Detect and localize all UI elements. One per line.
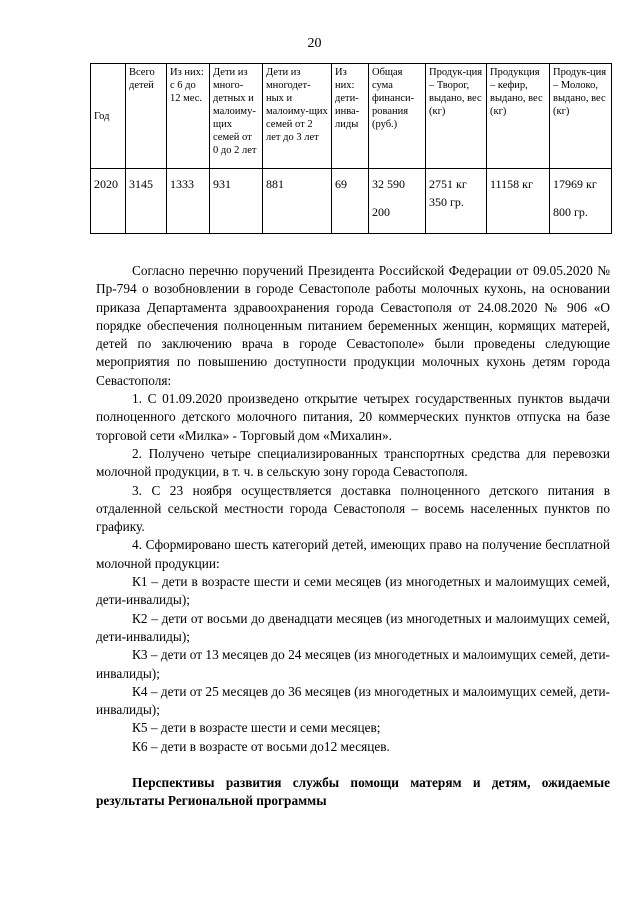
- list-item: 3. С 23 ноября осуществляется доставка полноценного детского питания в отдаленной сельской местности города Севастополя – восемь населенных пунктов по графику.: [96, 482, 610, 535]
- milk-line-1: 17969 кг: [553, 177, 597, 191]
- table-header-row: [91, 64, 612, 169]
- header-total-children: Всего детей: [126, 64, 167, 169]
- document-body: [96, 262, 610, 811]
- header-age-0-2: Дети из много-детных и малоиму-щих семей от 0 до 2 лет: [210, 64, 263, 169]
- header-funding: Общая сума финанси-рования (руб.): [369, 64, 426, 169]
- header-age-2-3: Дети из многодет-ных и малоиму-щих семей от 2 лет до 3 лет: [263, 64, 332, 169]
- category-k2: К2 – дети от восьми до двенадцати месяцев (из многодетных и малоимущих семей, дети-инвалиды);: [96, 610, 610, 644]
- header-6-12-months: Из них: с 6 до 12 мес.: [167, 64, 210, 169]
- section-heading: Перспективы развития службы помощи матерям и детям, ожидаемые результаты Региональной программы: [96, 775, 610, 809]
- cell-milk: [550, 169, 612, 234]
- cell-curd: [426, 169, 487, 234]
- curd-line-1: 2751 кг: [429, 177, 467, 191]
- cell-age-2-3: 881: [263, 169, 332, 234]
- cell-6-12: 1333: [167, 169, 210, 234]
- table-row: [91, 169, 612, 234]
- category-k6: К6 – дети в возрасте от восьми до12 месяцев.: [132, 738, 390, 754]
- header-year: Год: [91, 64, 126, 169]
- category-k3: К3 – дети от 13 месяцев до 24 месяцев (из многодетных и малоимущих семей, дети-инвалиды);: [96, 647, 610, 681]
- header-milk: Продук-ция – Молоко, выдано, вес (кг): [550, 64, 612, 169]
- header-disabled: Из них: дети-инва-лиды: [332, 64, 369, 169]
- category-k5: К5 – дети в возрасте шести и семи месяцев;: [132, 720, 381, 736]
- curd-line-2: 350 гр.: [429, 195, 464, 209]
- cell-kefir: 11158 кг: [487, 169, 550, 234]
- category-k4: К4 – дети от 25 месяцев до 36 месяцев (из многодетных и малоимущих семей, дети-инвалиды);: [96, 683, 610, 718]
- page-number: 20: [307, 36, 322, 51]
- list-item: 2. Получено четыре специализированных транспортных средства для перевозки молочной продукции, в т. ч. в сельскую зону города Севастополя.: [96, 445, 610, 480]
- funding-line-1: 32 590: [372, 177, 405, 191]
- header-curd: Продук-ция – Творог, выдано, вес (кг): [426, 64, 487, 169]
- paragraph-intro: Согласно перечню поручений Президента Российской Федерации от 09.05.2020 № Пр-794 о возобновлении в городе Севастополе работы молочных кухонь, на основании приказа Департамента здравоохранения города Севастополя от 24.08.2020 № 906 «О порядке обеспечения полноценным питанием беременных женщин, кормящих матерей, детей по заключению врача в городе Севастополе» были проведены следующие мероприятия по повышению доступности продукции молочных кухонь детям города Севастополя:: [96, 263, 610, 388]
- cell-funding: [369, 169, 426, 234]
- list-item: 4. Сформировано шесть категорий детей, имеющих право на получение бесплатной молочной продукции:: [96, 537, 610, 571]
- cell-year: 2020: [91, 169, 126, 234]
- cell-age-0-2: 931: [210, 169, 263, 234]
- list-item: 1. С 01.09.2020 произведено открытие четырех государственных пунктов выдачи полноценного детского молочного питания, 20 коммерческих пунктов отпуска на базе торговой сети «Милка» - Торговый дом «Михалин».: [96, 391, 610, 443]
- statistics-table: [90, 63, 612, 234]
- header-kefir: Продукция – кефир, выдано, вес (кг): [487, 64, 550, 169]
- cell-disabled: 69: [332, 169, 369, 234]
- funding-line-2: 200: [372, 205, 390, 219]
- milk-line-2: 800 гр.: [553, 205, 588, 219]
- cell-total: 3145: [126, 169, 167, 234]
- category-k1: К1 – дети в возрасте шести и семи месяцев (из многодетных и малоимущих семей, дети-инвалиды);: [96, 574, 610, 608]
